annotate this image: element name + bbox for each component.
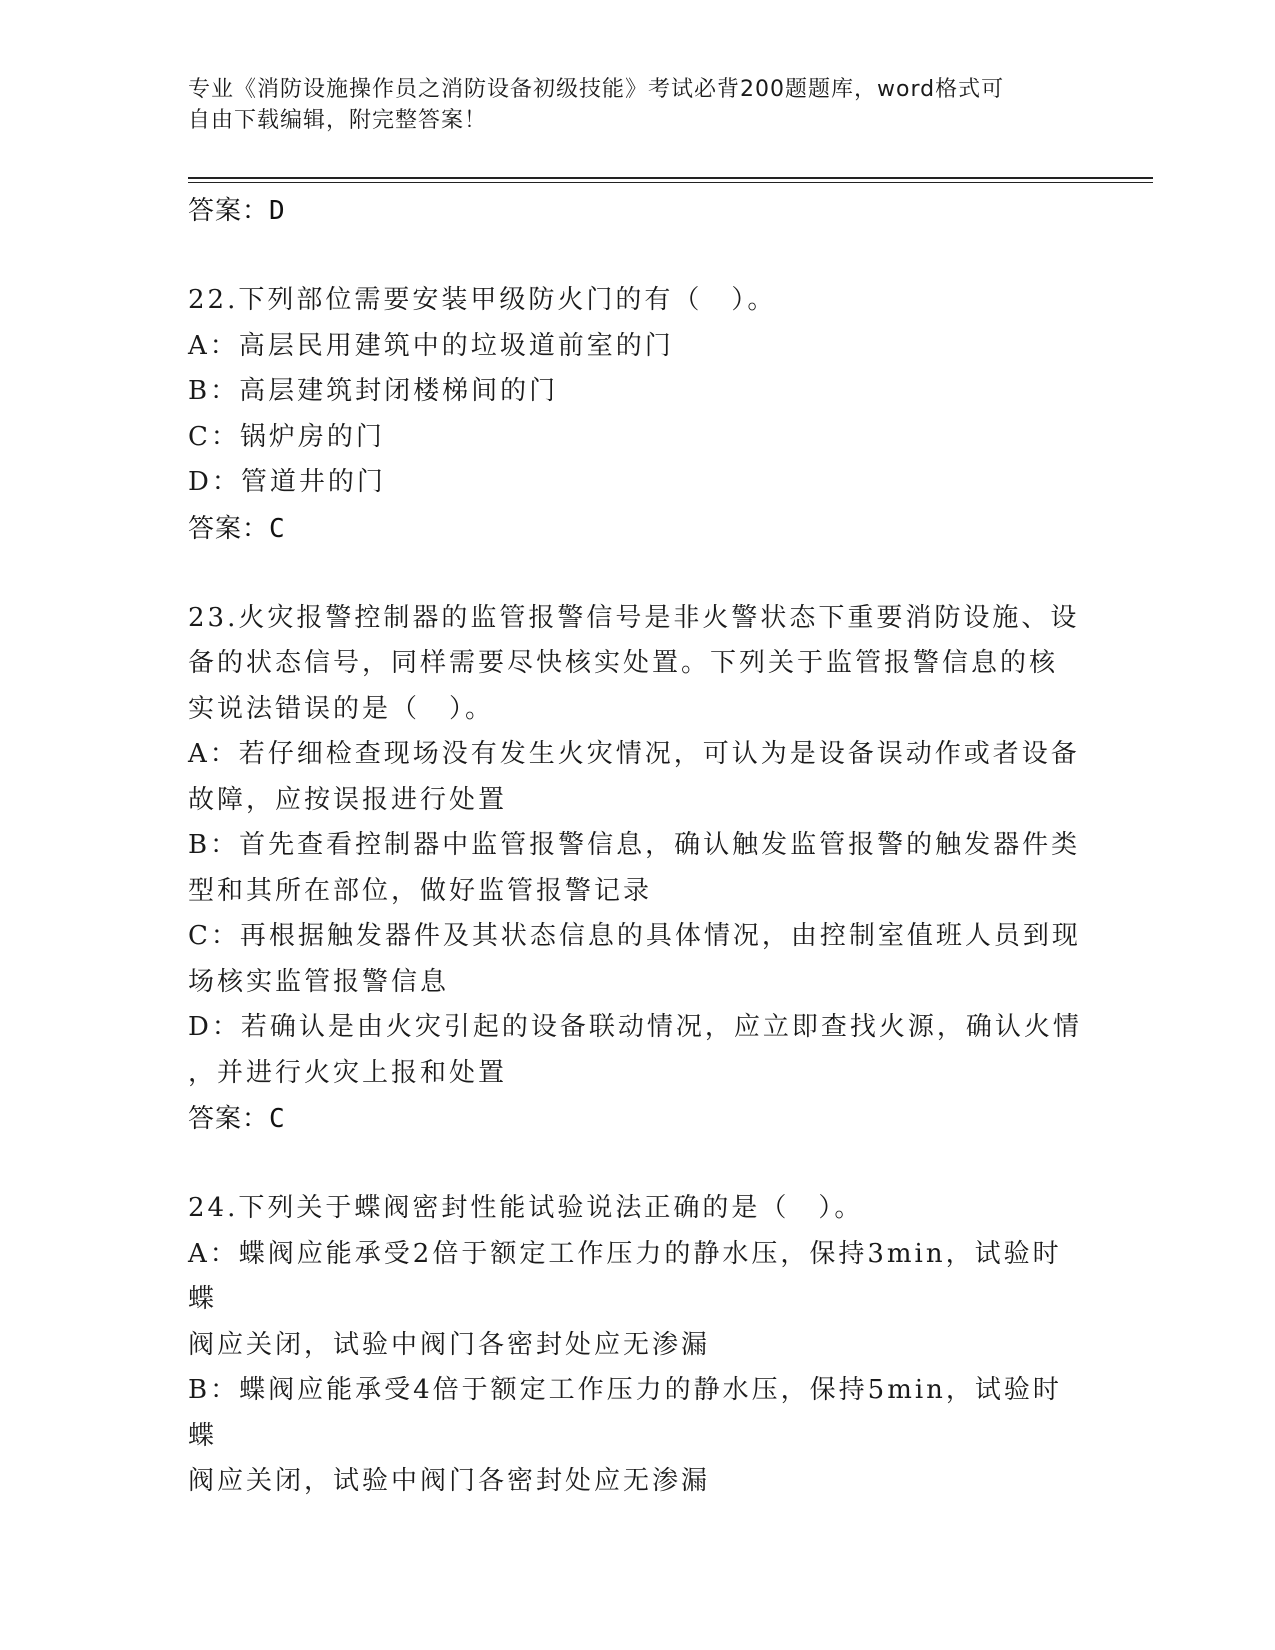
answer-label: 答案： [188,1104,270,1134]
answer-value: D [269,196,286,226]
header-line-2: 自由下载编辑，附完整答案！ [188,108,488,133]
option-c-line-1: C：再根据触发器件及其状态信息的具体情况，由控制室值班人员到现 [188,921,1081,951]
question-22 [188,278,1088,552]
option-d-line-1: D：若确认是由火灾引起的设备联动情况，应立即查找火源，确认火情 [188,1012,1082,1042]
answer-value: C [269,1104,286,1134]
option-b-line-2: 阀应关闭，试验中阀门各密封处应无渗漏 [188,1466,711,1496]
document-body [188,188,1088,1505]
option-d-line-2: ，并进行火灾上报和处置 [188,1057,508,1088]
option-b: B：高层建筑封闭楼梯间的门 [188,376,559,406]
header-divider-thin [188,182,1153,183]
option-b-line-1: B：蝶阀应能承受4倍于额定工作压力的静水压，保持5min，试验时蝶 [188,1375,1062,1451]
document-header [188,74,1068,136]
spacer [188,1142,1088,1186]
question-stem-line: 24.下列关于蝶阀密封性能试验说法正确的是（ ）。 [188,1193,864,1223]
question-stem-line: 22.下列部位需要安装甲级防火门的有（ ）。 [188,285,777,315]
answer-label: 答案： [188,513,270,544]
header-divider-thick [188,177,1153,179]
option-a-line-2: 故障，应按误报进行处置 [188,784,508,815]
answer-value: C [269,513,286,544]
option-a-line-1: A：蝶阀应能承受2倍于额定工作压力的静水压，保持3min，试验时蝶 [188,1238,1062,1314]
option-c-line-2: 场核实监管报警信息 [188,966,450,997]
question-24 [188,1186,1088,1505]
option-b-line-2: 型和其所在部位，做好监管报警记录 [188,875,653,906]
answer-label: 答案： [188,196,270,226]
option-b-line-1: B：首先查看控制器中监管报警信息，确认触发监管报警的触发器件类 [188,830,1081,860]
question-stem-line: 23.火灾报警控制器的监管报警信号是非火警状态下重要消防设施、设 [188,602,1080,633]
answer-line-prev [188,188,1088,234]
option-a-line-2: 阀应关闭，试验中阀门各密封处应无渗漏 [188,1329,711,1360]
spacer [188,234,1088,278]
header-line-1: 专业《消防设施操作员之消防设备初级技能》考试必背200题题库，word格式可 [188,77,1005,102]
answer-line [188,1096,1088,1142]
option-a: A：高层民用建筑中的垃圾道前室的门 [188,330,674,361]
option-c: C：锅炉房的门 [188,421,385,452]
option-d: D：管道井的门 [188,467,386,497]
question-23 [188,596,1088,1143]
answer-line [188,506,1088,552]
question-stem-line: 实说法错误的是（ ）。 [188,693,495,724]
spacer [188,552,1088,596]
question-stem-line: 备的状态信号，同样需要尽快核实处置。下列关于监管报警信息的核 [188,648,1059,678]
option-a-line-1: A：若仔细检查现场没有发生火灾情况，可认为是设备误动作或者设备 [188,739,1080,769]
